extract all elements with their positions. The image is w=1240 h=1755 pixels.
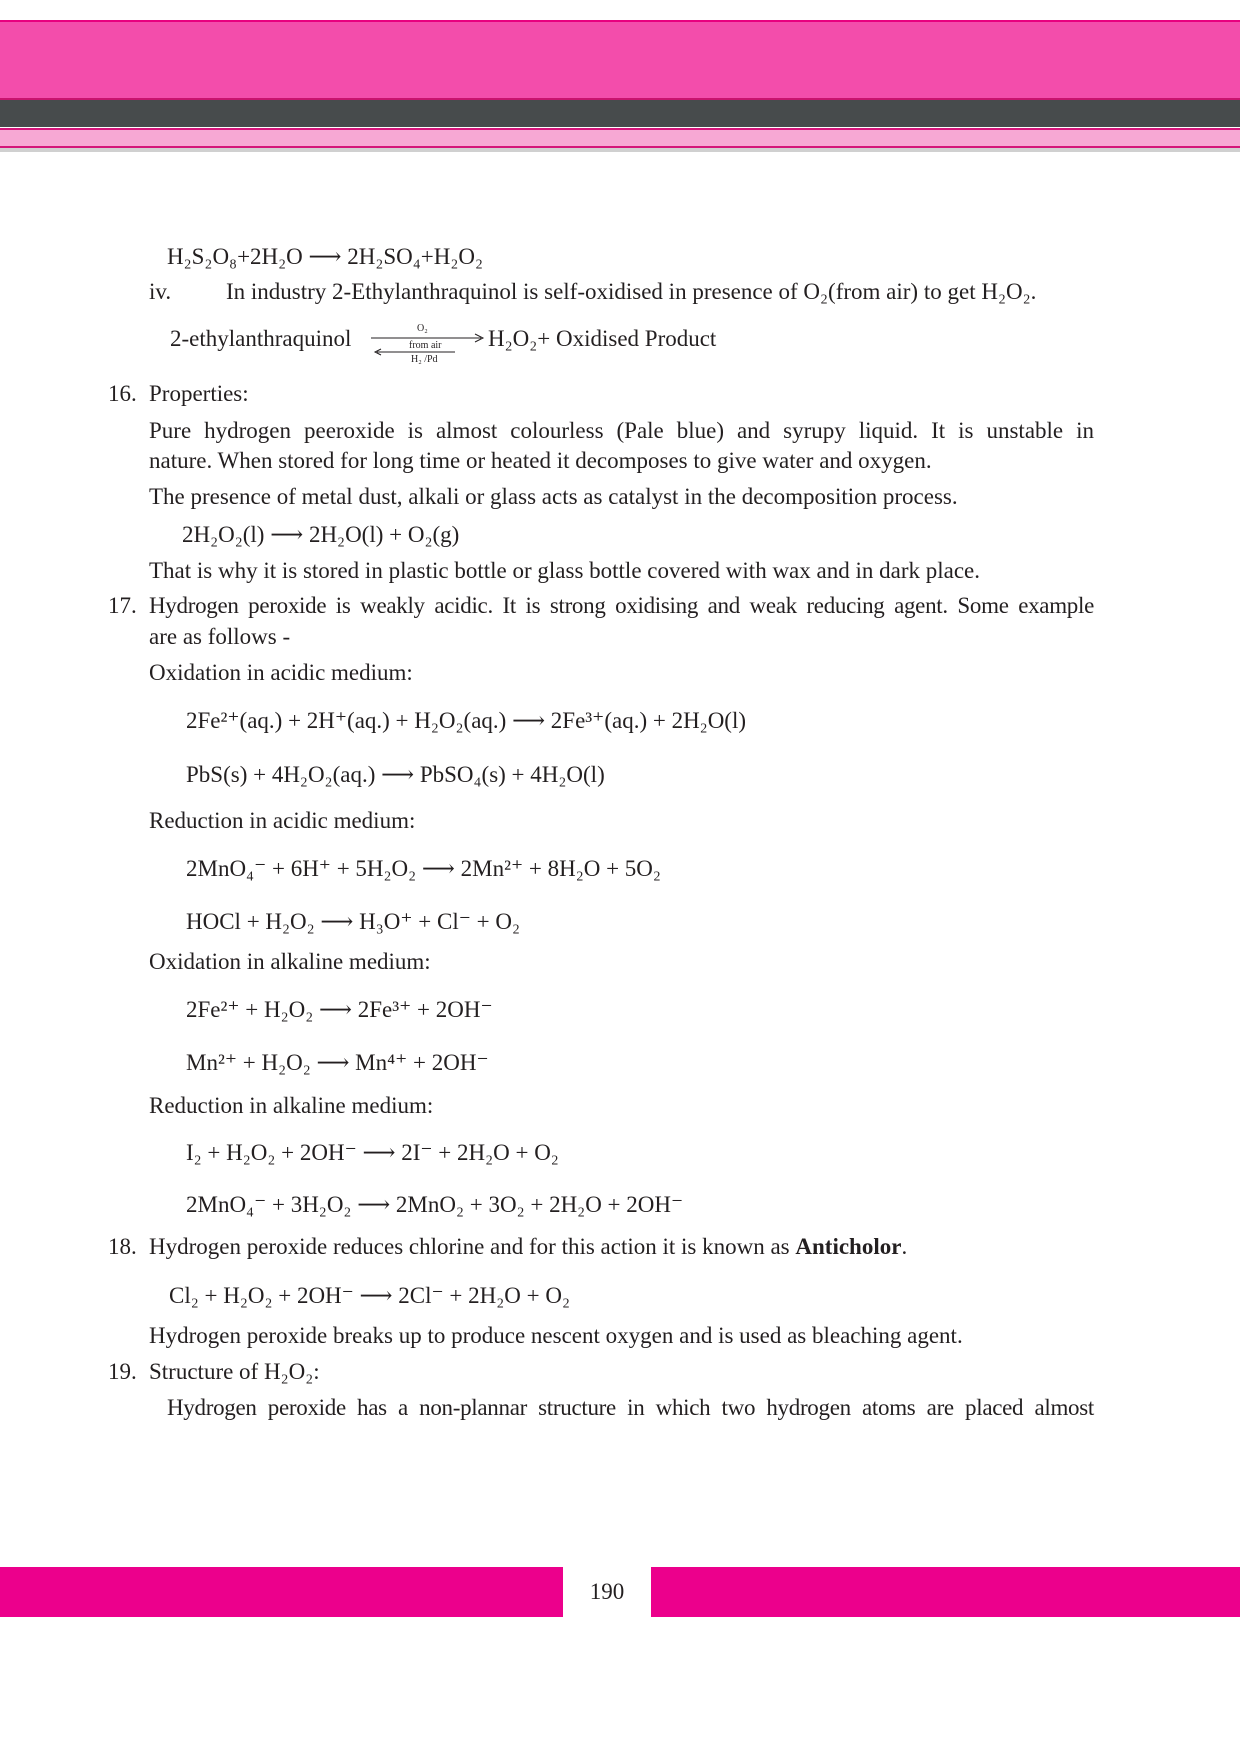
equation-1: 2Fe²⁺(aq.) + 2H⁺(aq.) + H₂O₂(aq.) ⟶ 2Fe³⁺(aq.) + 2H₂O(l)	[186, 708, 747, 733]
footer-bar-right	[651, 1567, 1240, 1617]
equation-5: 2Fe²⁺ + H₂O₂ ⟶ 2Fe³⁺ + 2OH⁻	[186, 997, 493, 1022]
equation-decomposition: 2H₂O₂(l) ⟶ 2H₂O(l) + O₂(g)	[182, 522, 460, 547]
item-number-17: 17.	[108, 593, 137, 618]
equation-8: 2MnO₄⁻ + 3H₂O₂ ⟶ 2MnO₂ + 3O₂ + 2H₂O + 2OH⁻	[186, 1192, 684, 1217]
equation-7: I₂ + H₂O₂ + 2OH⁻ ⟶ 2I⁻ + 2H₂O + O₂	[186, 1140, 559, 1165]
paragraph-iv: In industry 2-Ethylanthraquinol is self-oxidised in presence of O₂(from air) to get H₂O₂.	[226, 279, 1037, 304]
paragraph-acidic-2: are as follows -	[149, 624, 291, 649]
equation-4: HOCl + H₂O₂ ⟶ H₃O⁺ + Cl⁻ + O₂	[186, 909, 520, 934]
paragraph-properties-2: nature. When stored for long time or heated it decomposes to give water and oxygen.	[149, 448, 932, 473]
paragraph-bleaching: Hydrogen peroxide breaks up to produce nescent oxygen and is used as bleaching agent.	[149, 1323, 963, 1348]
paragraph-properties-1: Pure hydrogen peeroxide is almost colourless (Pale blue) and syrupy liquid. It is unstable in	[149, 418, 1094, 443]
page-number: 190	[589, 1579, 625, 1604]
arrow-label-from-air: from air	[409, 340, 442, 351]
paragraph-properties-3: The presence of metal dust, alkali or glass acts as catalyst in the decomposition process.	[149, 484, 958, 509]
header-gray-line	[0, 148, 1240, 152]
heading-oxidation-acidic: Oxidation in acidic medium:	[149, 660, 413, 685]
paragraph-structure: Hydrogen peroxide has a non-plannar structure in which two hydrogen atoms are placed almost	[167, 1395, 1094, 1420]
item-label-iv: iv.	[149, 279, 172, 304]
equation-6: Mn²⁺ + H₂O₂ ⟶ Mn⁴⁺ + 2OH⁻	[186, 1050, 489, 1075]
equation-3: 2MnO₄⁻ + 6H⁺ + 5H₂O₂ ⟶ 2Mn²⁺ + 8H₂O + 5O₂	[186, 856, 661, 881]
heading-reduction-acidic: Reduction in acidic medium:	[149, 808, 416, 833]
anticholor-period: .	[901, 1234, 908, 1259]
equation-9: Cl₂ + H₂O₂ + 2OH⁻ ⟶ 2Cl⁻ + 2H₂O + O₂	[169, 1283, 570, 1308]
heading-structure: Structure of H₂O₂:	[149, 1359, 320, 1384]
item-number-18: 18.	[108, 1234, 137, 1259]
heading-properties: Properties:	[149, 381, 249, 406]
header-dark-band	[0, 100, 1240, 127]
anticholor-text: Hydrogen peroxide reduces chlorine and for this action it is known as	[149, 1234, 796, 1259]
arrow-label-h2-pd: H₂ /Pd	[411, 354, 438, 365]
item-number-19: 19.	[108, 1359, 137, 1384]
header-light-band	[0, 128, 1240, 148]
header-pink-band	[0, 20, 1240, 100]
reversible-arrow	[371, 322, 487, 365]
arrow-label-o2: O₂	[417, 323, 428, 334]
footer-bar-left	[0, 1567, 563, 1617]
paragraph-anticholor	[149, 1233, 907, 1261]
paragraph-properties-4: That is why it is stored in plastic bottle or glass bottle covered with wax and in dark place.	[149, 558, 980, 583]
ethyl-products: H₂O₂+ Oxidised Product	[488, 326, 717, 351]
anticholor-term: Anticholor	[795, 1234, 902, 1259]
equation-2: PbS(s) + 4H₂O₂(aq.) ⟶ PbSO₄(s) + 4H₂O(l)	[186, 762, 605, 787]
heading-reduction-alkaline: Reduction in alkaline medium:	[149, 1093, 434, 1118]
ethyl-reactant: 2-ethylanthraquinol	[170, 326, 352, 351]
heading-oxidation-alkaline: Oxidation in alkaline medium:	[149, 949, 431, 974]
item-number-16: 16.	[108, 381, 137, 406]
equation-peroxodisulphuric: H₂S₂O₈+2H₂O ⟶ 2H₂SO₄+H₂O₂	[167, 244, 484, 269]
paragraph-acidic-1: Hydrogen peroxide is weakly acidic. It is strong oxidising and weak reducing agent. Some example	[149, 593, 1094, 618]
